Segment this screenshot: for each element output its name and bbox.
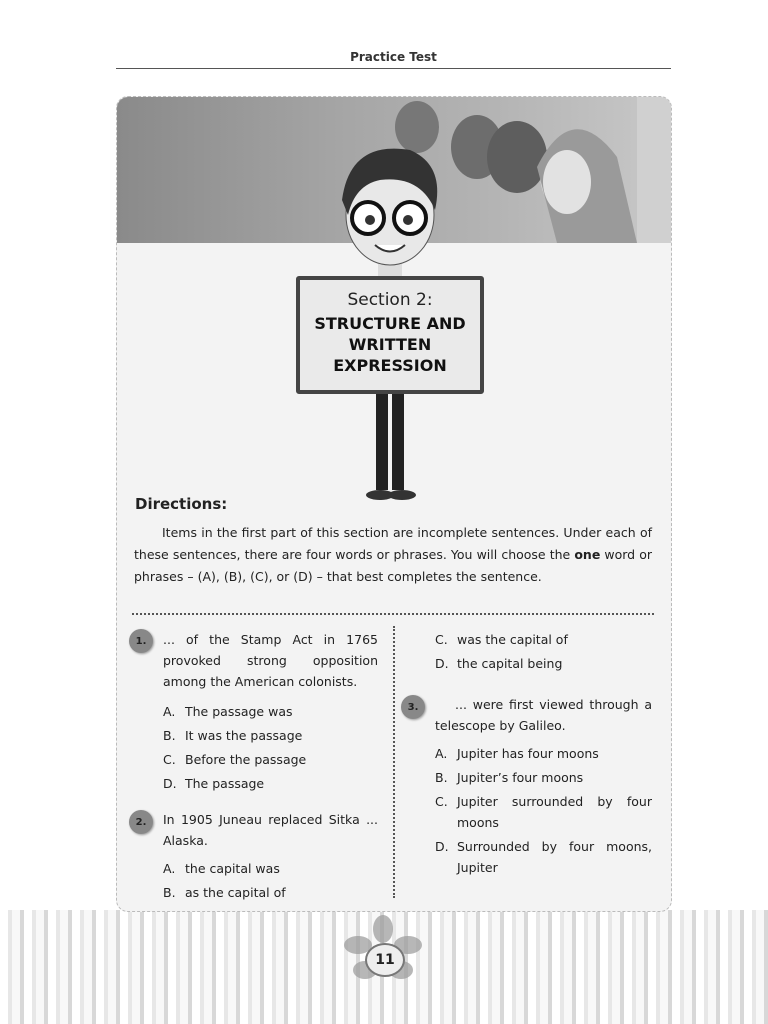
option[interactable] — [163, 749, 378, 770]
option-text: Before the passage — [185, 752, 307, 767]
option[interactable] — [163, 701, 378, 722]
section-title — [300, 313, 480, 376]
option-text: Jupiter surrounded by four moons — [457, 794, 652, 830]
directions-text-part: Items in the first part of this section are incomplete sentences. Under each of these sentences, there are four words or phrases. You will choose the — [134, 525, 652, 562]
section-title-line: EXPRESSION — [333, 356, 447, 375]
option-text: the capital being — [457, 656, 563, 671]
option[interactable] — [435, 653, 652, 674]
question-number-badge: 1. — [129, 629, 153, 653]
directions-text-part: word or phrases – (A), (B), (C), or (D) – that best completes the sentence. — [134, 547, 653, 584]
option-letter: C. — [435, 632, 448, 647]
option-text: Jupiter’s four moons — [457, 770, 584, 785]
section-label: Section 2: — [347, 290, 433, 310]
option-text: The passage — [185, 776, 265, 791]
directions-text — [134, 522, 652, 588]
option-letter: A. — [435, 746, 448, 761]
option[interactable] — [435, 836, 652, 878]
page-number: 11 — [365, 943, 405, 977]
option[interactable] — [435, 791, 652, 833]
option-letter: B. — [163, 728, 176, 743]
section-title-line: WRITTEN — [348, 335, 432, 354]
question-stem: ... were first viewed through a telescope by Galileo. — [435, 697, 652, 733]
divider — [132, 613, 654, 615]
option[interactable] — [435, 743, 652, 764]
option-text: was the capital of — [457, 632, 568, 647]
option[interactable] — [163, 882, 378, 903]
option[interactable] — [163, 858, 378, 879]
page-header: Practice Test — [116, 50, 671, 69]
option[interactable] — [435, 629, 652, 650]
directions-emphasis: one — [574, 547, 601, 562]
option-text: the capital was — [185, 861, 280, 876]
option-text: as the capital of — [185, 885, 286, 900]
question-number-badge: 3. — [401, 695, 425, 719]
question-2-continued — [435, 629, 652, 674]
option[interactable] — [435, 767, 652, 788]
directions-heading: Directions: — [135, 495, 228, 513]
option-text: Jupiter has four moons — [457, 746, 599, 761]
section-title-line: STRUCTURE AND — [314, 314, 466, 333]
option-letter: D. — [435, 656, 449, 671]
section-sign — [296, 276, 484, 394]
option-text: Surrounded by four moons, Jupiter — [457, 839, 652, 875]
question-number-badge: 2. — [129, 810, 153, 834]
question-stem: ... of the Stamp Act in 1765 provoked strong opposition among the American colonists. — [163, 632, 378, 689]
option-letter: D. — [435, 839, 449, 854]
question-2 — [163, 809, 378, 903]
question-1 — [163, 629, 378, 794]
option-letter: B. — [163, 885, 176, 900]
option-text: It was the passage — [185, 728, 303, 743]
option-letter: A. — [163, 861, 176, 876]
option-letter: D. — [163, 776, 177, 791]
option[interactable] — [163, 725, 378, 746]
option-text: The passage was — [185, 704, 293, 719]
option[interactable] — [163, 773, 378, 794]
column-divider — [393, 626, 395, 898]
option-letter: C. — [435, 794, 448, 809]
question-3 — [435, 694, 652, 878]
question-stem: In 1905 Juneau replaced Sitka ... Alaska. — [163, 812, 378, 848]
option-letter: A. — [163, 704, 176, 719]
option-letter: C. — [163, 752, 176, 767]
option-letter: B. — [435, 770, 448, 785]
